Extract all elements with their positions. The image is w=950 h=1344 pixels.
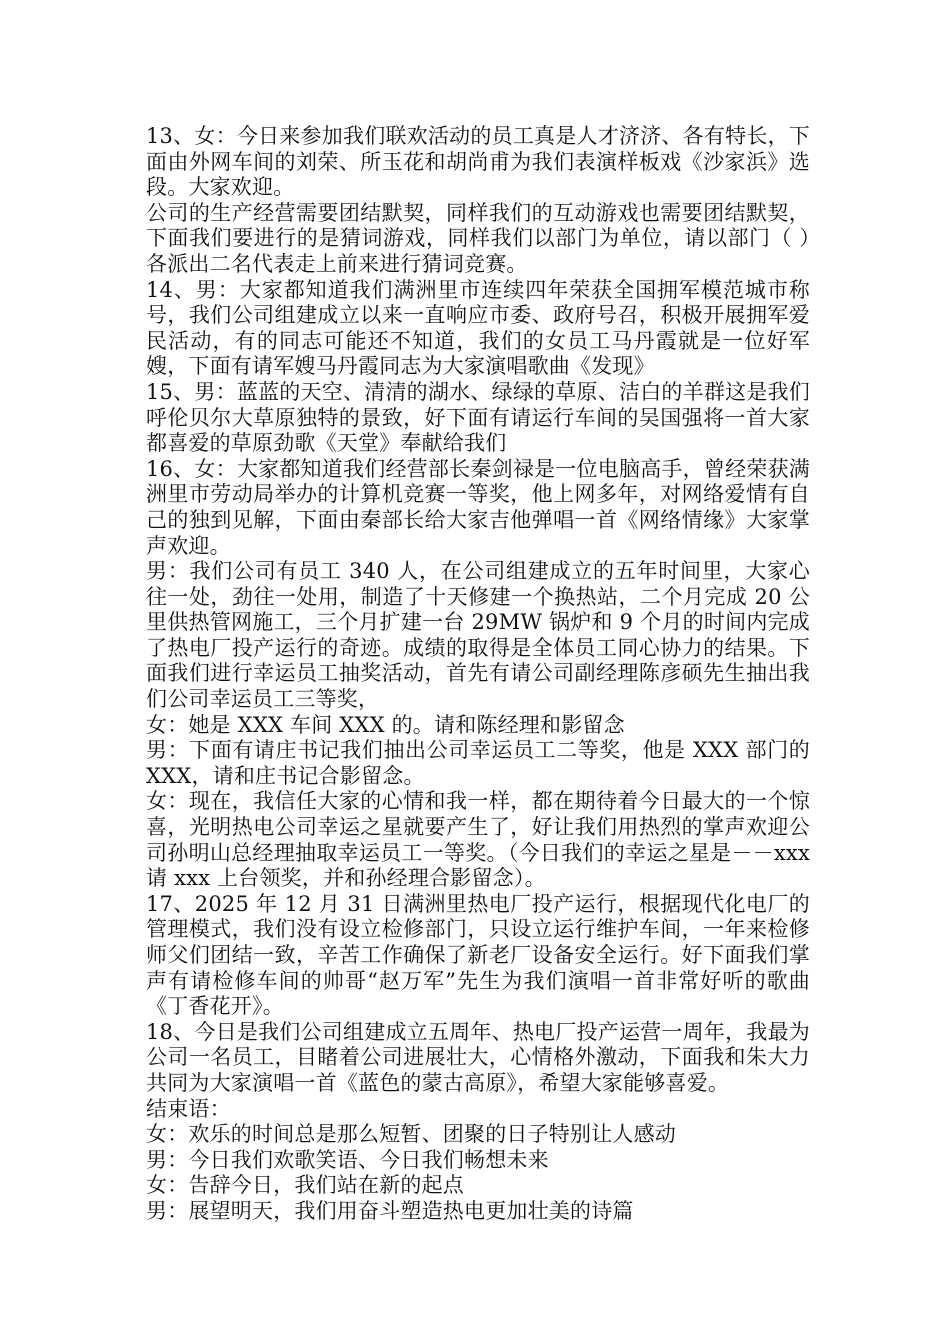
paragraph-third-prize: 女：她是 XXX 车间 XXX 的。请和陈经理和影留念 — [146, 712, 625, 737]
paragraph-13-female-host: 13、女：今日来参加我们联欢活动的员工真是人才济济、各有特长，下面由外网车间的刘荣、所玉花和胡尚甫为我们表演样板戏《沙家浜》选段。大家欢迎。 — [146, 124, 810, 200]
paragraph-14-male-host: 14、男：大家都知道我们满洲里市连续四年荣获全国拥军模范城市称号，我们公司组建成立以来一直响应市委、政府号召，积极开展拥军爱民活动，有的同志可能还不知道，我们的女员工马丹霞就是一位好军嫂，下面有请军嫂马丹霞同志为大家演唱歌曲《发现》 — [146, 277, 810, 379]
closing-line-female-2: 女：告辞今日，我们站在新的起点 — [146, 1173, 464, 1198]
paragraph-word-game: 公司的生产经营需要团结默契，同样我们的互动游戏也需要团结默契，下面我们要进行的是猜词游戏，同样我们以部门为单位，请以部门（ ）各派出二名代表走上前来进行猜词竞赛。 — [146, 200, 810, 276]
paragraph-15-male-host: 15、男：蓝蓝的天空、清清的湖水、绿绿的草原、洁白的羊群这是我们呼伦贝尔大草原独特的景致，好下面有请运行车间的吴国强将一首大家都喜爱的草原劲歌《天堂》奉献给我们 — [146, 379, 810, 456]
document-body — [146, 124, 810, 1225]
closing-heading: 结束语： — [146, 1096, 231, 1121]
closing-line-male-2: 男：展望明天，我们用奋斗塑造热电更加壮美的诗篇 — [146, 1198, 634, 1223]
paragraph-16-female-host: 16、女：大家都知道我们经营部长秦剑禄是一位电脑高手，曾经荣获满洲里市劳动局举办的计算机竞赛一等奖，他上网多年，对网络爱情有自己的独到见解，下面由秦部长给大家吉他弹唱一首《网络情缘》大家掌声欢迎。 — [146, 456, 810, 558]
paragraph-17: 17、2025 年 12 月 31 日满洲里热电厂投产运行，根据现代化电厂的管理模式，我们没有设立检修部门，只设立运行维护车间，一年来检修师父们团结一致，辛苦工作确保了新老厂设备安全运行。好下面我们掌声有请检修车间的帅哥“赵万军”先生为我们演唱一首非常好听的歌曲《丁香花开》。 — [146, 891, 810, 1019]
paragraph-second-prize: 男：下面有请庄书记我们抽出公司幸运员工二等奖，他是 XXX 部门的 XXX，请和庄书记合影留念。 — [146, 738, 810, 788]
closing-line-female-1: 女：欢乐的时间总是那么短暂、团聚的日子特别让人感动 — [146, 1122, 676, 1147]
closing-line-male-1: 男：今日我们欢歌笑语、今日我们畅想未来 — [146, 1147, 549, 1172]
paragraph-18: 18、今日是我们公司组建成立五周年、热电厂投产运营一周年，我最为公司一名员工，目睹着公司进展壮大，心情格外激动，下面我和朱大力共同为大家演唱一首《蓝色的蒙古高原》，希望大家能够喜爱。 — [146, 1019, 810, 1095]
paragraph-first-prize: 女：现在，我信任大家的心情和我一样，都在期待着今日最大的一个惊喜，光明热电公司幸运之星就要产生了，好让我们用热烈的掌声欢迎公司孙明山总经理抽取幸运员工一等奖。（今日我们的幸运之星是－－xxx 请 xxx 上台领奖，并和孙经理合影留念）。 — [146, 789, 810, 891]
paragraph-lottery-intro: 男：我们公司有员工 340 人，在公司组建成立的五年时间里，大家心往一处，劲往一处用，制造了十天修建一个换热站，二个月完成 20 公里供热管网施工，三个月扩建一台 29MW 锅炉和 9 个月的时间内完成了热电厂投产运行的奇迹。成绩的取得是全体员工同心协力的结果。下面我们进行幸运员工抽奖活动，首先有请公司副经理陈彦硕先生抽出我们公司幸运员工三等奖， — [146, 559, 810, 712]
